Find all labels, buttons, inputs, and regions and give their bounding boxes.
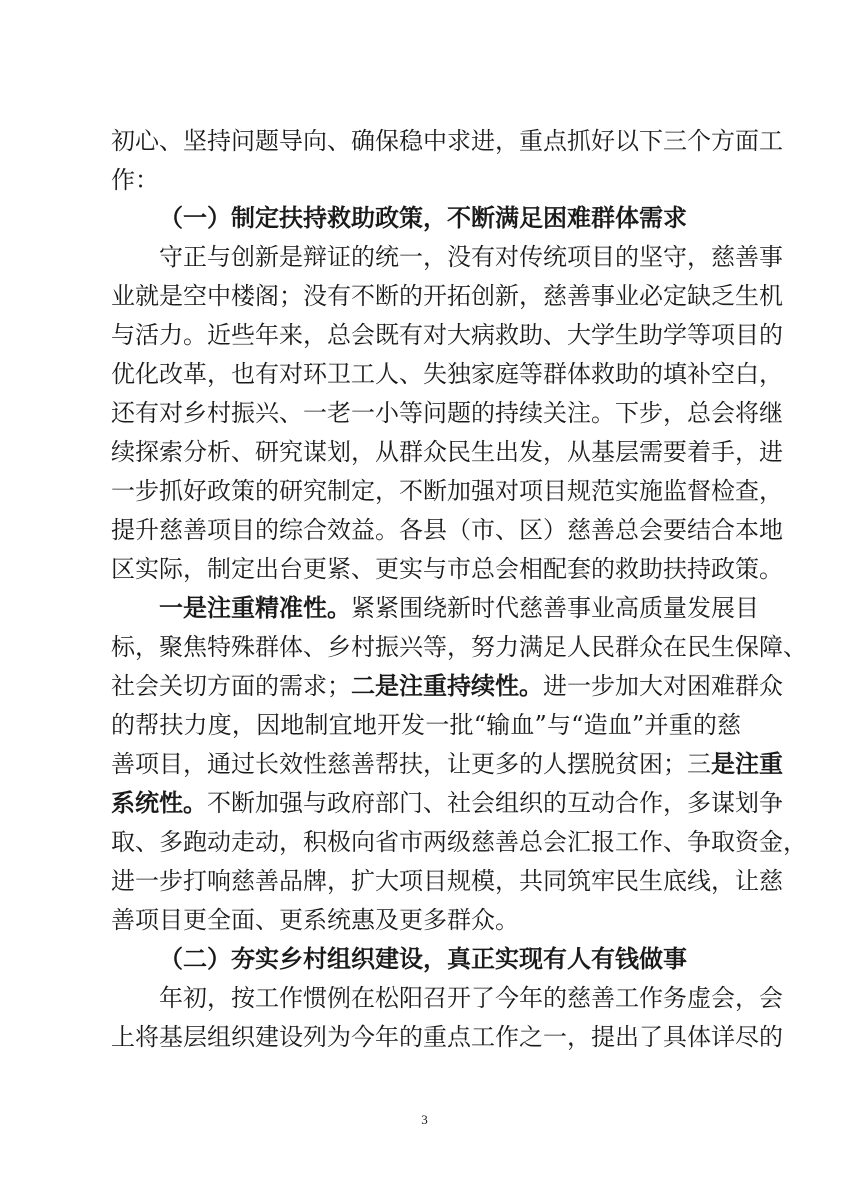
paragraph-line bbox=[111, 745, 783, 783]
paragraph-line: 的帮扶力度，因地制宜地开发一批“输血”与“造血”并重的慈 bbox=[111, 711, 741, 739]
section-1-heading: （一）制定扶持救助政策，不断满足困难群体需求 bbox=[159, 203, 687, 232]
paragraph-line: 优化改革，也有对环卫工人、失独家庭等群体救助的填补空白， bbox=[111, 360, 783, 388]
emphasis-precision: 一是注重精准性。 bbox=[159, 593, 351, 622]
paragraph-line: 业就是空中楼阁；没有不断的开拓创新，慈善事业必定缺乏生机 bbox=[111, 282, 783, 310]
paragraph-line: 善项目更全面、更系统惠及更多群众。 bbox=[111, 906, 519, 934]
text-span: 紧紧围绕新时代慈善事业高质量发展目 bbox=[351, 594, 759, 622]
paragraph-line: 提升慈善项目的综合效益。各县（市、区）慈善总会要结合本地 bbox=[111, 516, 783, 544]
paragraph-line: 续探索分析、研究谋划，从群众民生出发，从基层需要着手，进 bbox=[111, 438, 783, 466]
paragraph-line: 还有对乡村振兴、一老一小等问题的持续关注。下步，总会将继 bbox=[111, 399, 783, 427]
text-span: 不断加强与政府部门、社会组织的互动合作，多谋划争 bbox=[207, 789, 783, 817]
paragraph-line: 进一步打响慈善品牌，扩大项目规模，共同筑牢民生底线，让慈 bbox=[111, 867, 783, 895]
paragraph-line: 区实际，制定出台更紧、更实与市总会相配套的救助扶持政策。 bbox=[111, 555, 783, 583]
paragraph-line: 守正与创新是辩证的统一，没有对传统项目的坚守，慈善事 bbox=[159, 243, 783, 271]
text-span: 善项目，通过长效性慈善帮扶，让更多的人摆脱贫困；三 bbox=[111, 750, 711, 778]
paragraph-line: 与活力。近些年来，总会既有对大病救助、大学生助学等项目的 bbox=[111, 321, 783, 349]
text-span: 社会关切方面的需求； bbox=[111, 672, 351, 700]
paragraph-line: 取、多跑动走动，积极向省市两级慈善总会汇报工作、争取资金， bbox=[111, 828, 807, 856]
page-number: 3 bbox=[421, 1112, 428, 1127]
paragraph-line bbox=[111, 784, 783, 822]
emphasis-continuity: 二是注重持续性。 bbox=[351, 671, 543, 700]
paragraph-line bbox=[159, 589, 759, 627]
paragraph-line: 标，聚焦特殊群体、乡村振兴等，努力满足人民群众在民生保障、 bbox=[111, 633, 807, 661]
section-2-heading: （二）夯实乡村组织建设，真正实现有人有钱做事 bbox=[159, 944, 687, 973]
text-span: 进一步加大对困难群众 bbox=[543, 672, 783, 700]
paragraph-line: 年初，按工作惯例在松阳召开了今年的慈善工作务虚会，会 bbox=[159, 984, 783, 1012]
intro-line-2: 作： bbox=[111, 166, 159, 194]
paragraph-line bbox=[111, 667, 783, 705]
emphasis-systematic-start: 是注重 bbox=[711, 749, 783, 778]
intro-line-1: 初心、坚持问题导向、确保稳中求进，重点抓好以下三个方面工 bbox=[111, 127, 783, 155]
emphasis-systematic-end: 系统性。 bbox=[111, 788, 207, 817]
paragraph-line: 上将基层组织建设列为今年的重点工作之一，提出了具体详尽的 bbox=[111, 1023, 783, 1051]
paragraph-line: 一步抓好政策的研究制定，不断加强对项目规范实施监督检查， bbox=[111, 477, 783, 505]
